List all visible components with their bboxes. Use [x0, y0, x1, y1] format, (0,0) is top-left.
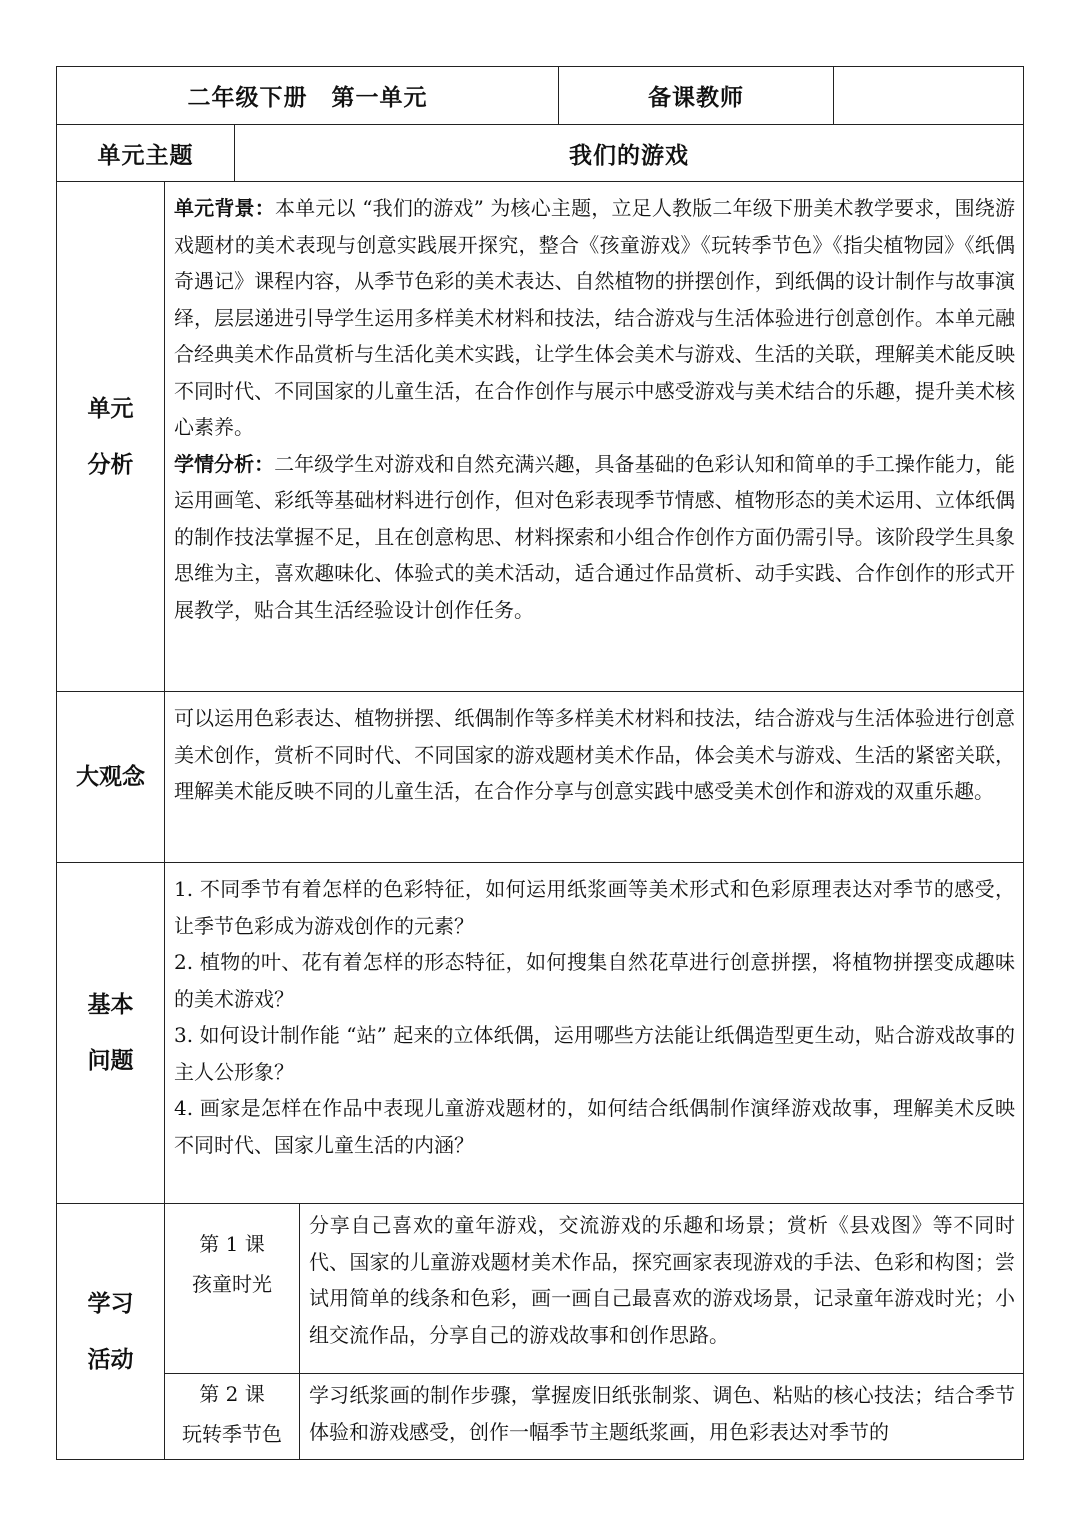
theme-label: 单元主题: [57, 125, 235, 181]
theme-row: [57, 125, 1023, 182]
lesson-2-number: 第 2 课: [199, 1382, 265, 1406]
activities-row: [57, 1204, 1023, 1459]
teacher-label: 备课教师: [559, 67, 834, 124]
lesson-row-1: [165, 1204, 1023, 1374]
questions-label-line2: 问题: [87, 1048, 134, 1074]
background-title: 单元背景：: [174, 196, 275, 220]
questions-label-line1: 基本: [87, 992, 134, 1018]
question-item: 3. 如何设计制作能 “站” 起来的立体纸偶，运用哪些方法能让纸偶造型更生动，贴合游戏故事的主人公形象？: [174, 1023, 1015, 1084]
question-item: 4. 画家是怎样在作品中表现儿童游戏题材的，如何结合纸偶制作演绎游戏故事，理解美术反映不同时代、国家儿童生活的内涵？: [174, 1096, 1015, 1157]
lesson-2-name: 玩转季节色: [182, 1422, 282, 1446]
background-paragraph: [174, 190, 1015, 446]
analysis-label-line2: 分析: [87, 451, 134, 478]
analysis-label: [57, 182, 165, 691]
big-idea-row: [57, 692, 1023, 863]
lesson-2-title: [165, 1374, 300, 1459]
lesson-row-2: [165, 1374, 1023, 1459]
activities-label: [57, 1204, 165, 1459]
lessons-container: [165, 1204, 1023, 1459]
lesson-1-name: 孩童时光: [192, 1272, 272, 1296]
analysis-row: [57, 182, 1023, 692]
question-item: 1. 不同季节有着怎样的色彩特征，如何运用纸浆画等美术形式和色彩原理表达对季节的感受，让季节色彩成为游戏创作的元素？: [174, 877, 1015, 938]
theme-value: 我们的游戏: [569, 142, 689, 169]
header-row: [57, 67, 1023, 125]
lesson-2-content: [300, 1374, 1023, 1459]
teacher-value: [834, 67, 1023, 124]
lesson-1-content: [300, 1204, 1023, 1373]
lesson-1-text: 分享自己喜欢的童年游戏，交流游戏的乐趣和场景；赏析《县戏图》等不同时代、国家的儿童游戏题材美术作品，探究画家表现游戏的手法、色彩和构图；尝试用简单的线条和色彩，画一画自己最喜欢的游戏场景，记录童年游戏时光；小组交流作品，分享自己的游戏故事和创作思路。: [309, 1213, 1015, 1347]
big-idea-text: 可以运用色彩表达、植物拼摆、纸偶制作等多样美术材料和技法，结合游戏与生活体验进行创意美术创作，赏析不同时代、不同国家的游戏题材美术作品，体会美术与游戏、生活的紧密关联，理解美术能反映不同的儿童生活，在合作分享与创意实践中感受美术创作和游戏的双重乐趣。: [174, 706, 1015, 803]
lesson-plan-table: [56, 66, 1024, 1460]
lesson-1-title: [165, 1204, 300, 1373]
lesson-1-number: 第 1 课: [199, 1232, 265, 1256]
students-text: 二年级学生对游戏和自然充满兴趣，具备基础的色彩认知和简单的手工操作能力，能运用画笔、彩纸等基础材料进行创作，但对色彩表现季节情感、植物形态的美术运用、立体纸偶的制作技法掌握不足，且在创意构思、材料探索和小组合作创作方面仍需引导。该阶段学生具象思维为主，喜欢趣味化、体验式的美术活动，适合通过作品赏析、动手实践、合作创作的形式开展教学，贴合其生活经验设计创作任务。: [174, 451, 1016, 622]
big-idea-content: [165, 692, 1023, 862]
analysis-label-line1: 单元: [87, 395, 134, 422]
lesson-2-text: 学习纸浆画的制作步骤，掌握废旧纸张制浆、调色、粘贴的核心技法；结合季节体验和游戏感受，创作一幅季节主题纸浆画，用色彩表达对季节的: [309, 1383, 1015, 1444]
questions-content: [165, 863, 1023, 1203]
students-title: 学情分析：: [174, 451, 275, 476]
analysis-content: [165, 182, 1023, 691]
big-idea-label: 大观念: [57, 692, 165, 862]
activities-label-line1: 学习: [87, 1290, 134, 1317]
questions-row: [57, 863, 1023, 1204]
students-paragraph: [174, 446, 1015, 629]
unit-title: 二年级下册 第一单元: [57, 67, 559, 124]
activities-label-line2: 活动: [87, 1346, 134, 1373]
background-text: 本单元以 “我们的游戏” 为核心主题，立足人教版二年级下册美术教学要求，围绕游戏题材的美术表现与创意实践展开探究，整合《孩童游戏》《玩转季节色》《指尖植物园》《纸偶奇遇记》课程内容，从季节色彩的美术表达、自然植物的拼摆创作，到纸偶的设计制作与故事演绎，层层递进引导学生运用多样美术材料和技法，结合游戏与生活体验进行创意创作。本单元融合经典美术作品赏析与生活化美术实践，让学生体会美术与游戏、生活的关联，理解美术能反映不同时代、不同国家的儿童生活，在合作创作与展示中感受游戏与美术结合的乐趣，提升美术核心素养。: [174, 196, 1015, 439]
question-item: 2. 植物的叶、花有着怎样的形态特征，如何搜集自然花草进行创意拼摆，将植物拼摆变成趣味的美术游戏？: [174, 950, 1015, 1011]
questions-label: [57, 863, 165, 1203]
